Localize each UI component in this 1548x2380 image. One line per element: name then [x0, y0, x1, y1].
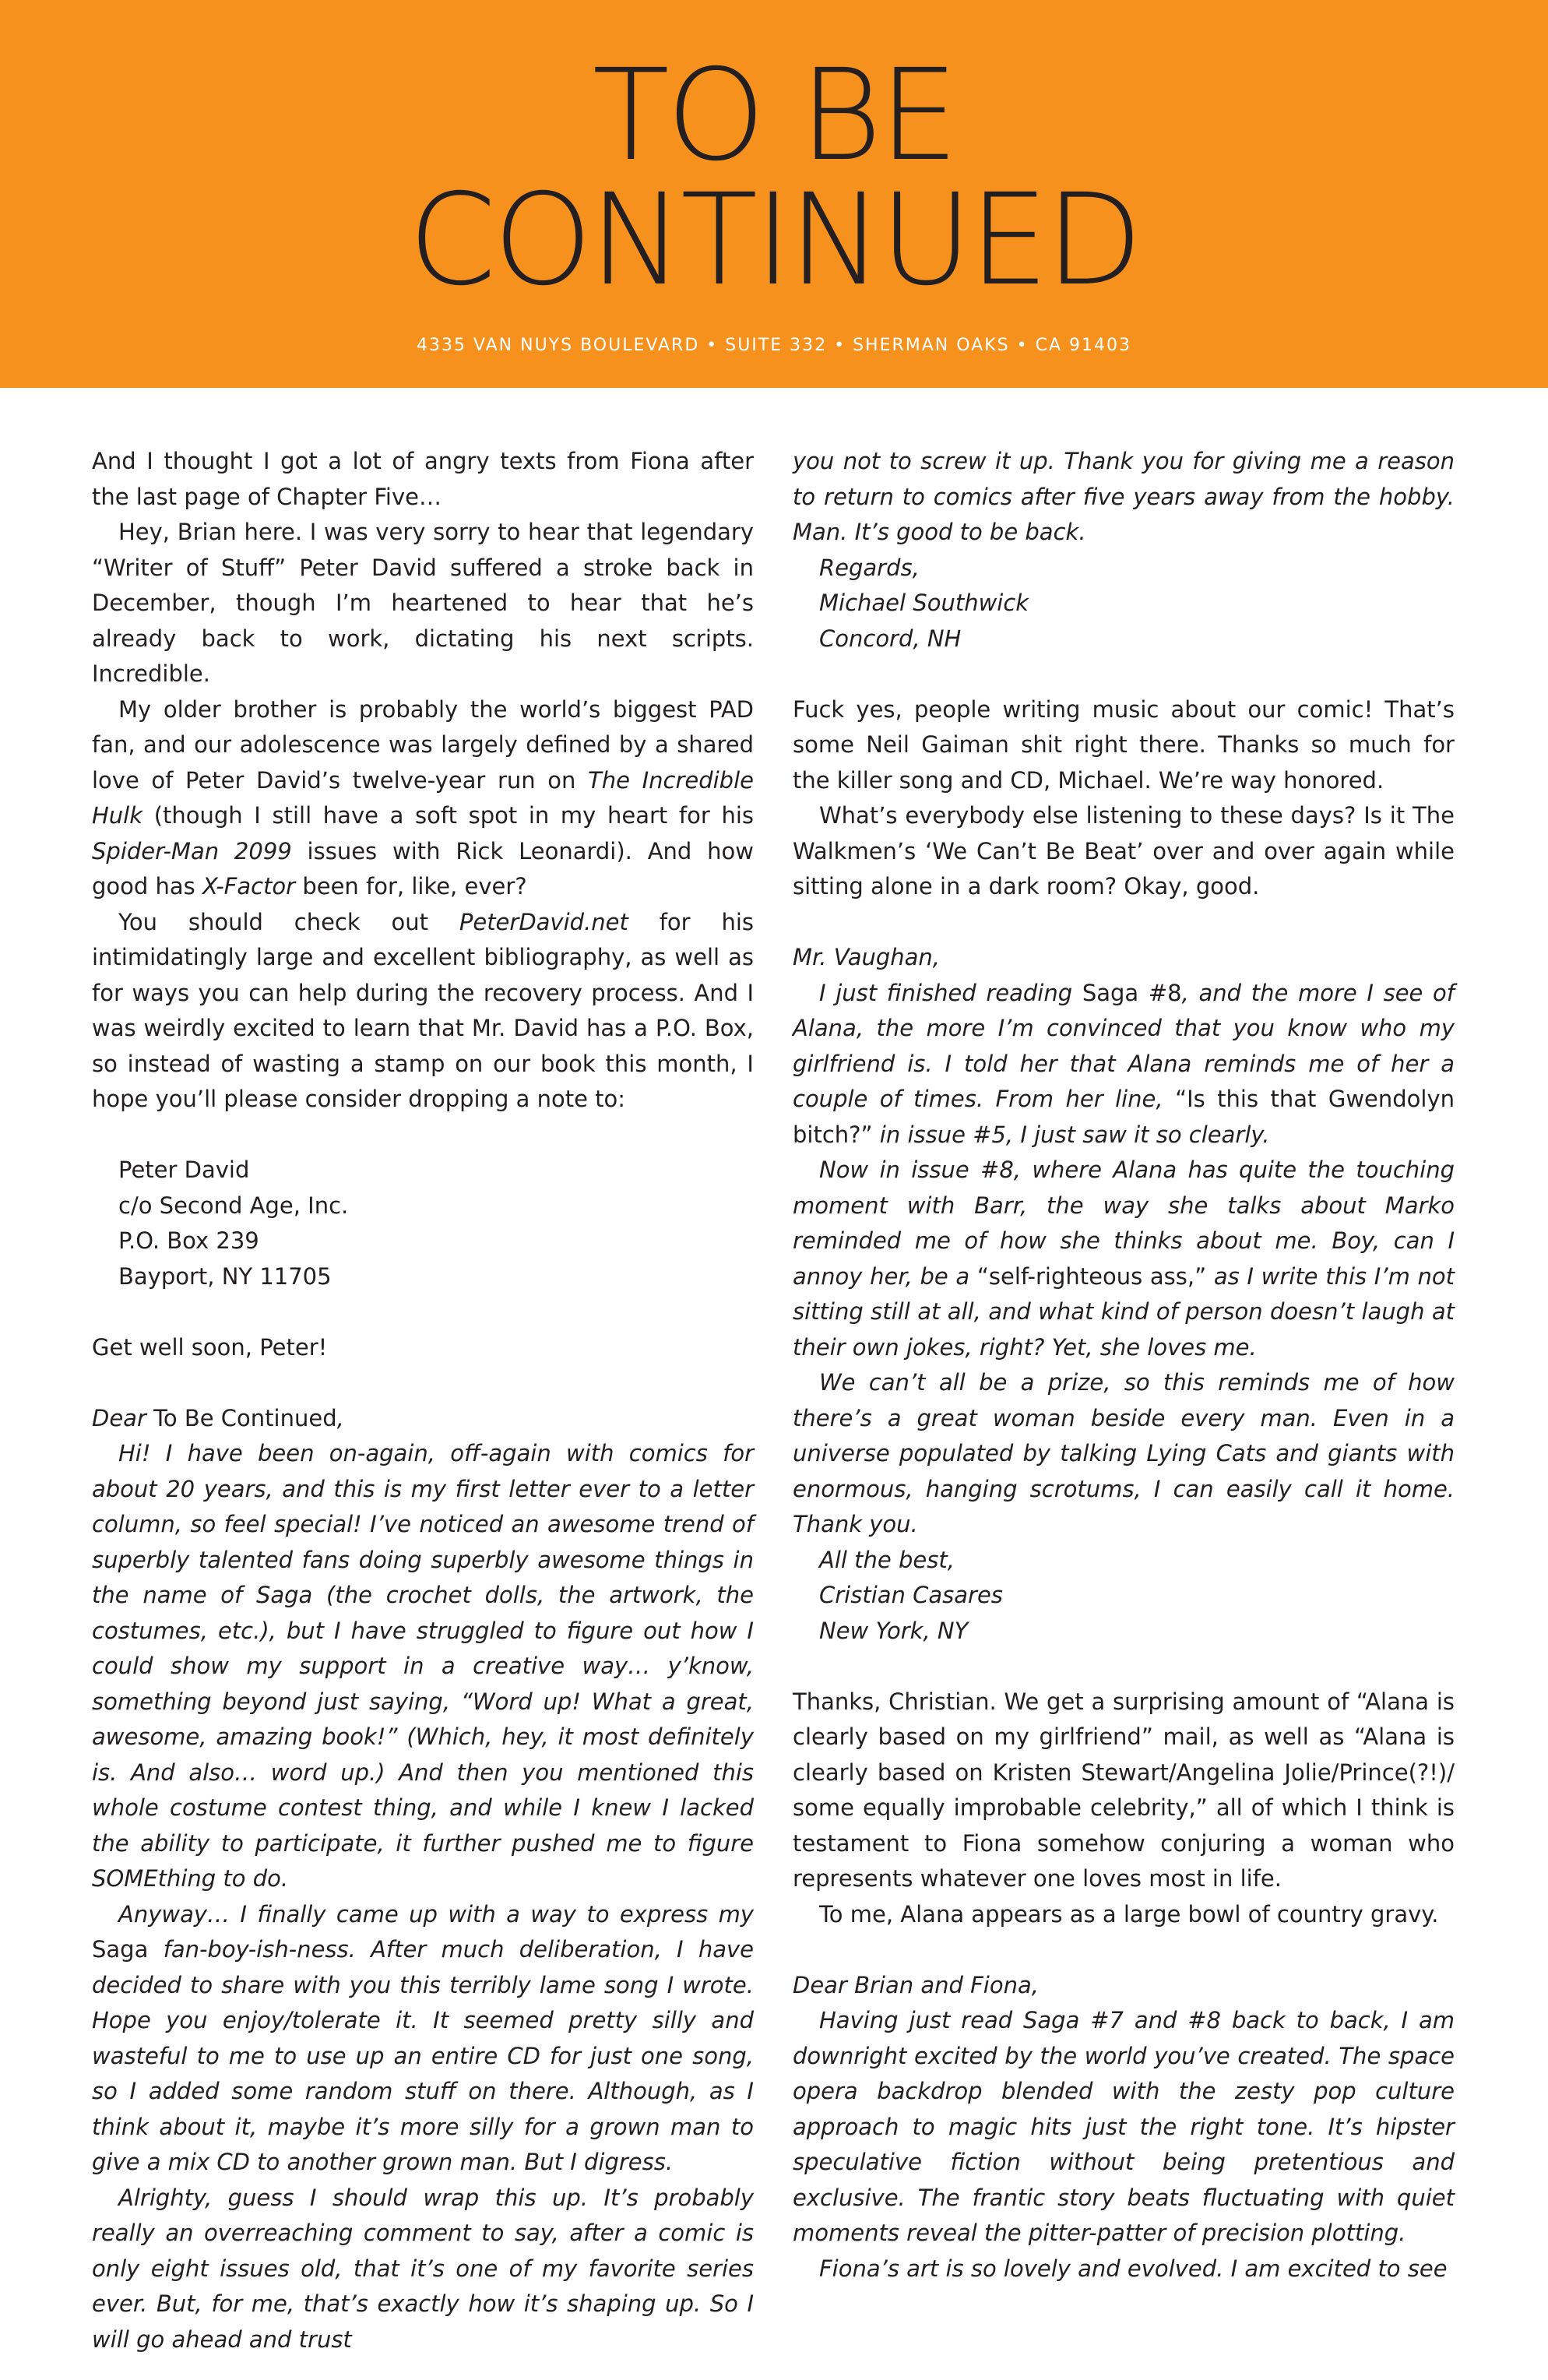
paragraph: To me, Alana appears as a large bowl of country gravy.: [819, 1900, 1439, 1928]
page-title-line-1: TO BE: [592, 43, 956, 189]
letter-signoff: New York, NY: [819, 1617, 969, 1644]
address-line: Peter David: [118, 1157, 250, 1183]
left-column: [92, 444, 754, 2357]
header-banner: [0, 0, 1548, 388]
paragraph: Get well soon, Peter!: [92, 1333, 328, 1361]
letter-salutation: Mr. Vaughan,: [793, 944, 941, 970]
letter-paragraph: Hi! I have been on-again, off-again with comics for about 20 years, and this is my first letter ever to a letter column, so feel special! I’ve noticed an awesome trend of superbly talented fans doing superbly awesome things in the name of Saga (the crochet dolls, the artwork, the costumes, etc.), but I have struggled to figure out how I could show my support in a creative way… y’know, something beyond just saying, “Word up! What a great, awesome, amazing book!” (Which, hey, it most definitely is. And also… word up.) And then you mentioned this whole costume contest thing, and while I knew I lacked the ability to participate, it further pushed me to figure SOMEthing to do.: [92, 1440, 754, 1892]
paragraph: Fuck yes, people writing music about our comic! That’s some Neil Gaiman shit right there. Thanks so much for the killer song and CD, Michael. We’re way honored.: [793, 695, 1455, 794]
paragraph: My older brother is probably the world’s biggest PAD fan, and our adolescence was largely defined by a shared love of Peter David’s twelve-year run on The Incredible Hulk (though I still have a soft spot in my heart for his Spider-Man 2099 issues with Rick Leonardi). And how good has X-Factor been for, like, ever?: [92, 695, 754, 900]
letter-salutation: Dear To Be Continued,: [92, 1404, 344, 1431]
paragraph: Hey, Brian here. I was very sorry to hear that legendary “Writer of Stuff” Peter David suffered a stroke back in December, though I’m heartened to hear that he’s already back to work, dictating his next scripts. Incredible.: [92, 519, 754, 687]
mailing-address: 4335 VAN NUYS BOULEVARD • SUITE 332 • SHERMAN OAKS • CA 91403: [417, 336, 1131, 355]
letter-signoff: Concord, NH: [819, 625, 962, 652]
letter-paragraph: We can’t all be a prize, so this reminds me of how there’s a great woman beside every man. Even in a universe populated by talking Lying Cats and giants with enormous, hanging scrotums, I can easily call it home. Thank you.: [793, 1369, 1455, 1537]
letter-paragraph: Fiona’s art is so lovely and evolved. I am excited to see: [819, 2255, 1448, 2282]
letter-signoff: Regards,: [819, 554, 920, 581]
letter-paragraph: Having just read Saga #7 and #8 back to back, I am downright excited by the world you’ve created. The space opera backdrop blended with the zesty pop culture approach to magic hits just the right tone. It’s hipster speculative fiction without being pretentious and exclusive. The frantic story beats fluctuating with quiet moments reveal the pitter-patter of precision plotting.: [793, 2007, 1455, 2246]
letter-signoff: Michael Southwick: [819, 590, 1029, 616]
letter-paragraph: I just finished reading Saga #8, and the more I see of Alana, the more I’m convinced that you know who my girlfriend is. I told her that Alana reminds me of her a couple of times. From her line, “Is this that Gwendolyn bitch?” in issue #5, I just saw it so clearly.: [793, 979, 1455, 1148]
letter-salutation: Dear Brian and Fiona,: [793, 1971, 1039, 1998]
right-column: [793, 444, 1455, 2287]
address-line: c/o Second Age, Inc.: [118, 1192, 349, 1219]
paragraph: Thanks, Christian. We get a surprising amount of “Alana is clearly based on my girlfriend” mail, as well as “Alana is clearly based on Kristen Stewart/Angelina Jolie/Prince(?!)/ some equally improbable celebrity,” all of which I think is testament to Fiona somehow conjuring a woman who represents whatever one loves most in life.: [793, 1688, 1455, 1892]
letter-signoff: All the best,: [819, 1546, 955, 1573]
page-title-line-2: CONTINUED: [408, 167, 1140, 314]
letter-paragraph: Now in issue #8, where Alana has quite the touching moment with Barr, the way she talks about Marko reminded me of how she thinks about me. Boy, can I annoy her, be a “self-righteous ass,” as I write this I’m not sitting still at all, and what kind of person doesn’t laugh at their own jokes, right? Yet, she loves me.: [793, 1157, 1455, 1361]
paragraph: You should check out PeterDavid.net for his intimidatingly large and excellent bibliography, as well as for ways you can help during the recovery process. And I was weirdly excited to learn that Mr. David has a P.O. Box, so instead of wasting a stamp on our book this month, I hope you’ll please consider dropping a note to:: [92, 908, 754, 1112]
letter-paragraph: Alrighty, guess I should wrap this up. It’s probably really an overreaching comment to say, after a comic is only eight issues old, that it’s one of my favorite series ever. But, for me, that’s exactly how it’s shaping up. So I will go ahead and trust: [92, 2184, 754, 2353]
address-line: Bayport, NY 11705: [118, 1262, 332, 1290]
paragraph: What’s everybody else listening to these days? Is it The Walkmen’s ‘We Can’t Be Beat’ over and over again while sitting alone in a dark room? Okay, good.: [793, 802, 1455, 900]
letter-paragraph: Anyway… I finally came up with a way to express my Saga fan-boy-ish-ness. After much deliberation, I have decided to share with you this terribly lame song I wrote. Hope you enjoy/tolerate it. It seemed pretty silly and wasteful to me to use up an entire CD for just one song, so I added some random stuff on there. Although, as I think about it, maybe it’s more silly for a grown man to give a mix CD to another grown man. But I digress.: [92, 1900, 754, 2175]
letter-signoff: Cristian Casares: [819, 1582, 1003, 1608]
address-line: P.O. Box 239: [118, 1227, 259, 1254]
paragraph: And I thought I got a lot of angry texts from Fiona after the last page of Chapter Five…: [92, 448, 754, 510]
letter-paragraph: you not to screw it up. Thank you for giving me a reason to return to comics after five years away from the hobby. Man. It’s good to be back.: [793, 448, 1455, 545]
